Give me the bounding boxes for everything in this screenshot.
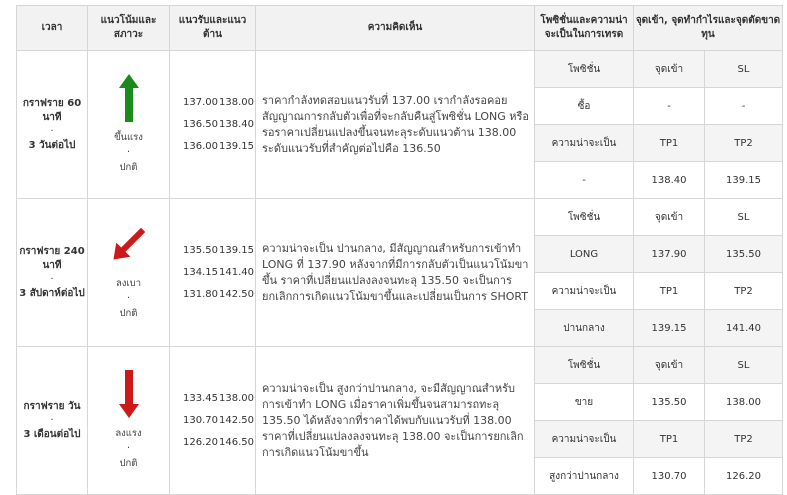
level-pair — [183, 284, 255, 306]
sub-label: จุดเข้า — [634, 347, 705, 384]
sub-label: TP1 — [634, 273, 705, 310]
header-row — [17, 6, 783, 51]
separator-dot: · — [50, 273, 54, 285]
resistance-level: 138.00 — [219, 393, 254, 404]
header-levels: แนวรับและแนวต้าน — [170, 6, 256, 51]
down-arrow-icon — [119, 370, 139, 418]
sub-value: 135.50 — [705, 236, 783, 273]
level-pair — [183, 92, 255, 114]
support-level: 136.50 — [183, 119, 218, 130]
table-row — [17, 199, 783, 236]
trend-condition: ปกติ — [119, 162, 138, 173]
support-level: 134.15 — [183, 267, 218, 278]
sub-value: LONG — [535, 236, 634, 273]
sub-value: - — [634, 88, 705, 125]
sub-label: TP1 — [634, 421, 705, 458]
sub-label: TP2 — [705, 273, 783, 310]
level-pair — [183, 240, 255, 262]
resistance-level: 142.50 — [219, 415, 254, 426]
separator-dot: · — [50, 414, 54, 426]
timeframe-range: 3 สัปดาห์ต่อไป — [19, 287, 85, 299]
sub-label: SL — [705, 199, 783, 236]
comment-cell: ความน่าจะเป็น ปานกลาง, มีสัญญาณสำหรับการเข้าทำ LONG ที่ 137.90 หลังจากที่มีการกลับตัวเป็นแนวโน้มขาขึ้น ราคาที่เปลี่ยนแปลงลงจนทะลุ 135.50 จะเป็นการยกเลิกการเกิดแนวโน้มขาขึ้นและเปลี่ยนเป็นการ SHORT — [256, 199, 535, 347]
sub-value: 139.15 — [634, 310, 705, 347]
sub-label: จุดเข้า — [634, 51, 705, 88]
level-pair — [183, 388, 255, 410]
timeframe-range: 3 วันต่อไป — [28, 139, 76, 151]
resistance-level: 141.40 — [219, 267, 254, 278]
sub-label: SL — [705, 51, 783, 88]
comment-cell: ความน่าจะเป็น สูงกว่าปานกลาง, จะมีสัญญาณสำหรับการเข้าทำ LONG เมื่อราคาเพิ่มขึ้นจนสามารถทะลุ 135.50 ได้หลังจากที่ราคาได้พบกับแนวรับที่ 138.00 ราคาที่เปลี่ยนแปลงลงจนทะลุ 138.00 จะเป็นการยกเลิกการเกิดแนวโน้มขาขึ้น — [256, 347, 535, 495]
sub-label: TP2 — [705, 125, 783, 162]
support-level: 126.20 — [183, 437, 218, 448]
sub-value: สูงกว่าปานกลาง — [535, 458, 634, 495]
trend-condition: ปกติ — [119, 458, 138, 469]
sub-value: ซื้อ — [535, 88, 634, 125]
forecast-table — [16, 5, 783, 495]
level-pair — [183, 432, 255, 454]
up-arrow-icon — [119, 74, 139, 122]
table-row — [17, 51, 783, 88]
trend-strength: ลงแรง — [115, 428, 142, 439]
sub-value: ปานกลาง — [535, 310, 634, 347]
down-right-arrow-icon — [109, 224, 149, 264]
timeframe-range: 3 เดือนต่อไป — [23, 428, 81, 440]
sub-label: ความน่าจะเป็น — [535, 125, 634, 162]
header-trend: แนวโน้มและสภาวะ — [88, 6, 170, 51]
sub-value: 135.50 — [634, 384, 705, 421]
sub-label: โพซิชั่น — [535, 199, 634, 236]
comment-cell: ราคากำลังทดสอบแนวรับที่ 137.00 เรากำลังรอคอยสัญญาณการกลับตัวเพื่อที่จะกลับคืนสู่โพซิชั่น LONG หรือรอราคาเปลี่ยนแปลงขึ้นจนทะลุระดับแนวต้าน 138.00 ระดับแนวรับที่สำคัญต่อไปคือ 136.50 — [256, 51, 535, 199]
header-comment: ความคิดเห็น — [256, 6, 535, 51]
timeframe-cell — [17, 347, 88, 495]
sub-label: TP1 — [634, 125, 705, 162]
support-level: 136.00 — [183, 141, 218, 152]
trend-cell — [88, 51, 170, 199]
levels-cell — [170, 199, 256, 347]
level-pair — [183, 262, 255, 284]
support-level: 137.00 — [183, 97, 218, 108]
levels-cell — [170, 347, 256, 495]
timeframe-label: กราฟราย วัน — [23, 400, 81, 412]
separator-dot: · — [50, 125, 54, 137]
resistance-level: 142.50 — [219, 289, 254, 300]
support-level: 130.70 — [183, 415, 218, 426]
sub-value: 137.90 — [634, 236, 705, 273]
separator-dot: · — [126, 147, 131, 158]
sub-value: - — [535, 162, 634, 199]
table-row — [17, 347, 783, 384]
sub-label: SL — [705, 347, 783, 384]
sub-label: ความน่าจะเป็น — [535, 273, 634, 310]
header-entry: จุดเข้า, จุดทำกำไรและจุดตัดขาดทุน — [634, 6, 783, 51]
sub-label: TP2 — [705, 421, 783, 458]
support-level: 135.50 — [183, 245, 218, 256]
sub-value: 141.40 — [705, 310, 783, 347]
trend-cell — [88, 199, 170, 347]
separator-dot: · — [126, 443, 131, 454]
resistance-level: 138.00 — [219, 97, 254, 108]
sub-value: ขาย — [535, 384, 634, 421]
sub-label: ความน่าจะเป็น — [535, 421, 634, 458]
resistance-level: 139.15 — [219, 141, 254, 152]
trend-condition: ปกติ — [119, 308, 138, 319]
level-pair — [183, 410, 255, 432]
resistance-level: 139.15 — [219, 245, 254, 256]
timeframe-cell — [17, 199, 88, 347]
timeframe-label: กราฟราย 60 นาที — [22, 97, 82, 123]
resistance-level: 138.40 — [219, 119, 254, 130]
sub-label: โพซิชั่น — [535, 347, 634, 384]
sub-label: จุดเข้า — [634, 199, 705, 236]
timeframe-cell — [17, 51, 88, 199]
sub-label: โพซิชั่น — [535, 51, 634, 88]
levels-cell — [170, 51, 256, 199]
sub-value: 139.15 — [705, 162, 783, 199]
trend-strength: ขึ้นแรง — [114, 132, 143, 143]
header-position: โพซิชั่นและความน่าจะเป็นในการเทรด — [535, 6, 634, 51]
sub-value: - — [705, 88, 783, 125]
trend-strength: ลงเบา — [115, 278, 142, 289]
timeframe-label: กราฟราย 240 นาที — [19, 245, 85, 271]
sub-value: 138.00 — [705, 384, 783, 421]
header-time: เวลา — [17, 6, 88, 51]
sub-value: 130.70 — [634, 458, 705, 495]
level-pair — [183, 114, 255, 136]
support-level: 131.80 — [183, 289, 218, 300]
separator-dot: · — [126, 293, 131, 304]
trend-cell — [88, 347, 170, 495]
support-level: 133.45 — [183, 393, 218, 404]
level-pair — [183, 136, 255, 158]
sub-value: 138.40 — [634, 162, 705, 199]
sub-value: 126.20 — [705, 458, 783, 495]
resistance-level: 146.50 — [219, 437, 254, 448]
